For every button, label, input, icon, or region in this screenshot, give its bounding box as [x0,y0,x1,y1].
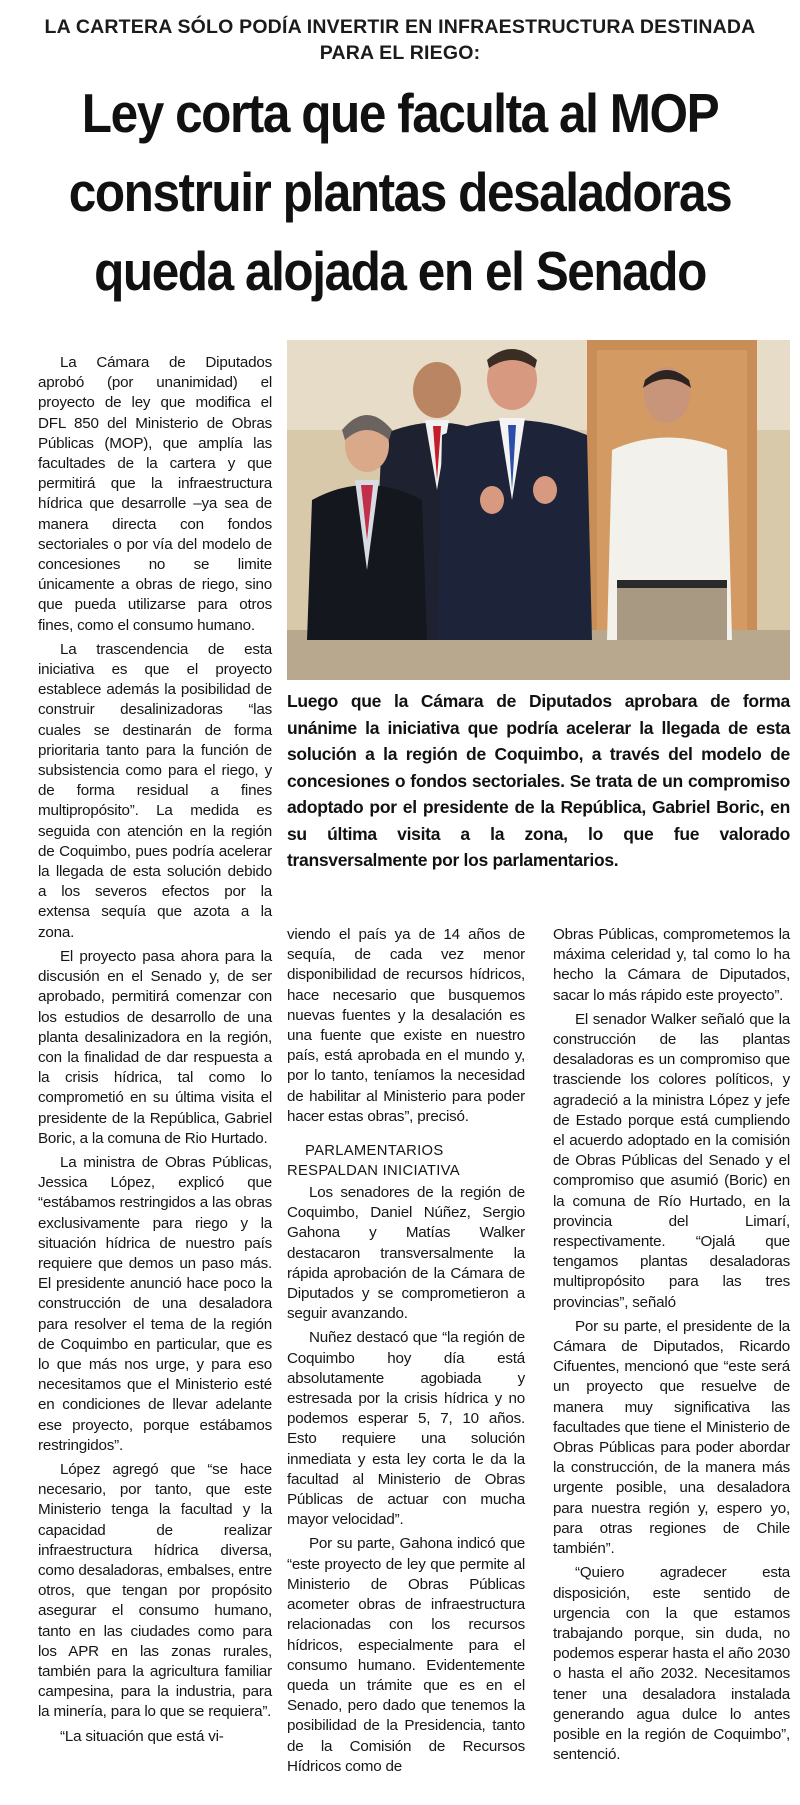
article-column-2 [287,925,525,1781]
paragraph: El proyecto pasa ahora para la discusión en el Senado y, de ser aprobado, permitirá comenzar con los estudios de desarrollo de una planta desalinizadora en la región, con la finalidad de dar respuesta a la crisis hídrica, tal como lo comprometió en su última visita el presidente de la República, Gabriel Boric, a la comuna de Rio Hurtado. [38,947,272,1147]
paragraph: Los senadores de la región de Coquimbo, Daniel Núñez, Sergio Gahona y Matías Walker destacaron transversalmente la rápida aprobación de la Cámara de Diputados y se comprometieron a seguir avanzando. [287,1184,525,1323]
paragraph: López agregó que “se hace necesario, por tanto, que este Ministerio tenga la facultad y la capacidad de realizar infraestructura hídrica diversa, como desaladoras, embalses, entre otros, que tengan por propósito asegurar el consumo humano, tanto en las ciudades como para los APR en las zonas rurales, también para la agricultura familiar campesina, para la industria, para la minería, para lo que se requiera”. [38,1460,272,1721]
photo-illustration [287,340,790,680]
headline-line-2: construir plantas desaladoras [68,161,732,223]
paragraph: “Quiero agradecer esta disposición, este sentido de urgencia con la que estamos trabajando porque, sin duda, no podemos esperar hasta el año 2030 o hasta el año 2032. Necesitamos tener una desaladora instalada generando agua dulce lo antes posible en la región de Coquimbo”, sentenció. [553,1564,790,1764]
kicker: LA CARTERA SÓLO PODÍA INVERTIR EN INFRAESTRUCTURA DESTINADA PARA EL RIEGO: [44,16,756,64]
paragraph: viendo el país ya de 14 años de sequía, de cada vez menor disponibilidad de recursos hídricos, hace necesario que busquemos nuevas fuentes y la desalación es una fuente que existe en nuestro país, está aprobada en el mundo y, por lo tanto, teníamos la necesidad de habilitar al Ministerio para poder hacer estas obras”, precisó. [287,926,525,1125]
article-column-3 [553,925,790,1769]
article-column-1 [38,353,272,1751]
paragraph: “La situación que está vi- [60,1727,224,1745]
photo-caption: Luego que la Cámara de Diputados aprobara de forma unánime la iniciativa que podría acelerar la llegada de esta solución a la región de Coquimbo, a través del modelo de concesiones o fondos sectoriales. Se trata de un compromiso adoptado por el presidente de la República, Gabriel Boric, en su última visita a la zona, lo que fue valorado transversalmente por los parlamentarios. [287,691,790,870]
paragraph: Por su parte, el presidente de la Cámara de Diputados, Ricardo Cifuentes, mencionó que “este será un proyecto que resuelve de manera muy significativa las facultades que tiene el Ministerio de Obras Públicas para poder abordar la construcción, de la manera más urgente posible, una desaladora para nuestra región y, espero yo, para otras regiones de Chile también”. [553,1317,790,1558]
headline [49,74,751,311]
paragraph: Obras Públicas, comprometemos la máxima celeridad y, tal como lo ha hecho la Cámara de Diputados, sacar lo más rápido este proyecto”. [553,926,790,1004]
headline-line-1: Ley corta que faculta al MOP [81,82,719,144]
headline-line-3: queda alojada en el Senado [94,240,706,302]
section-subhead: PARLAMENTARIOS RESPALDAN INICIATIVA [287,1143,460,1180]
paragraph: Por su parte, Gahona indicó que “este proyecto de ley que permite al Ministerio de Obras Públicas acometer obras de infraestructura relacionadas con los recursos hídricos, especialmente para el consumo humano. Evidentemente queda un trámite que es en el Senado, pero dado que tenemos la posibilidad de la Presidencia, tanto de la Comisión de Recursos Hídricos como de [287,1535,525,1775]
paragraph: El senador Walker señaló que la construcción de las plantas desaladoras es un compromiso que trasciende los colores políticos, y agradeció a la ministra López y jefe de Estado porque está cumpliendo el acuerdo adoptado en la comisión de Obras Públicas del Senado y el compromiso que asumió (Boric) en la comuna de Río Hurtado, en la provincia del Limarí, respectivamente. “Ojalá que tengamos plantas desaladoras multipropósito para las tres provincias”, señaló [553,1010,790,1311]
paragraph: La trascendencia de esta iniciativa es que el proyecto establece además la posibilidad de construir desalinizadoras “las cuales se destinarán de forma prioritaria tanto para la función de subsistencia como para el riego, y de forma residual a fines multipropósito”. La medida es seguida con atención en la región de Coquimbo, pues podría acelerar la llegada de esta solución debido a los severos efectos por la extensa sequía que azota a la zona. [38,640,272,941]
paragraph: Nuñez destacó que “la región de Coquimbo hoy día está absolutamente agobiada y estresada por la crisis hídrica y no podemos esperar 5, 7, 10 años. Esto requiere una solución inmediata y esta ley corta le da la facultad al Ministerio de Obras Públicas de actuar con mucha mayor velocidad”. [287,1329,525,1529]
paragraph: La Cámara de Diputados aprobó (por unanimidad) el proyecto de ley que modifica el DFL 850 del Ministerio de Obras Públicas (MOP), que amplía las facultades de la cartera y que permitirá que la infraestructura hídrica que desarrolle –ya sea de manera directa con fondos sectoriales o por vía del modelo de concesiones no se limite únicamente a obras de riego, sino que pueda utilizarse para otros fines, como el consumo humano. [38,354,272,634]
news-photo [287,340,790,680]
paragraph: La ministra de Obras Públicas, Jessica López, explicó que “estábamos restringidos a las obras exclusivamente para riego y la situación hídrica de nuestro país requiere que demos un paso más. El presidente anunció hace poco la construcción de una desaladora para resolver el tema de la región de Coquimbo en particular, que es lo que más nos urge, y para eso necesitamos que el Ministerio esté en condiciones de llevar adelante ese proyecto, porque estábamos restringidos”. [38,1153,272,1454]
